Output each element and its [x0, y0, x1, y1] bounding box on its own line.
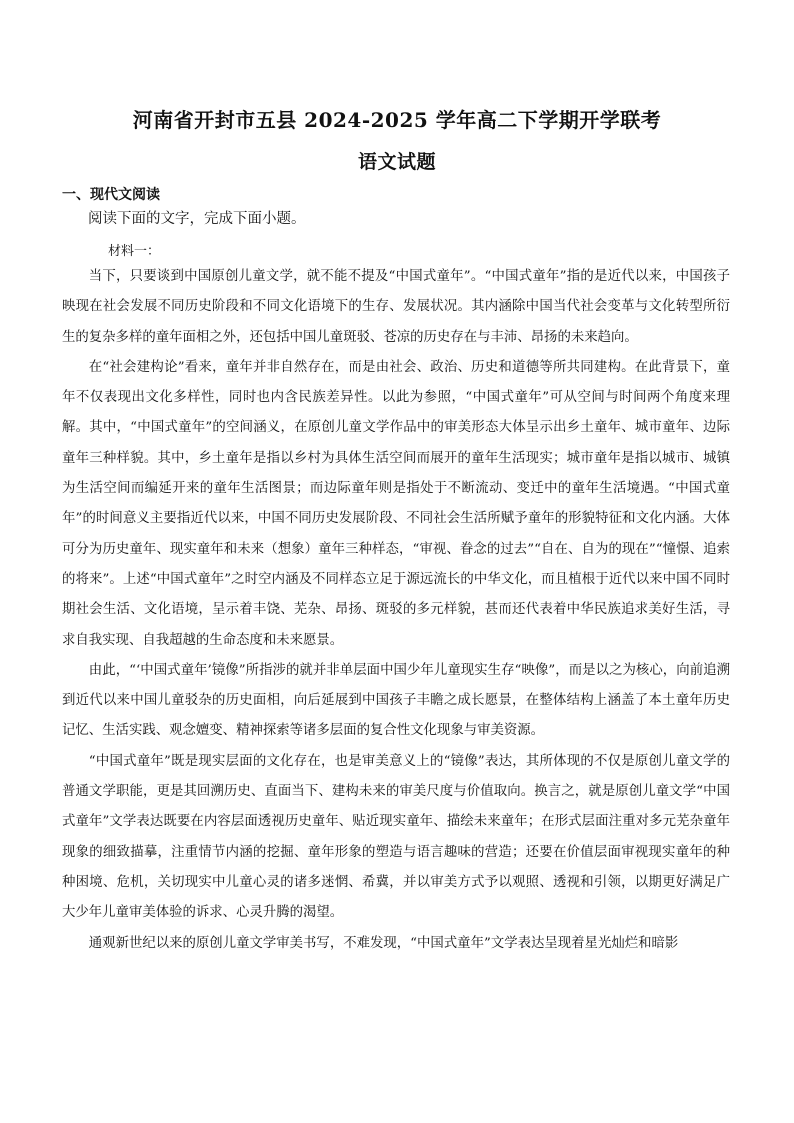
- paragraph: 由此，“‘中国式童年’镜像”所指涉的就并非单层面中国少年儿童现实生存“映像”，而是以之为核心，向前追溯到近代以来中国儿童驳杂的历史面相，向后延展到中国孩子丰瞻之成长愿景，在整体结构上涵盖了本土童年历史记忆、生活实践、观念嬗变、精神探索等诸多层面的复合性文化现象与审美资源。: [62, 662, 730, 739]
- document-title: 河南省开封市五县 2024-2025 学年高二下学期开学联考: [132, 108, 662, 132]
- material-label: 材料一：: [108, 244, 161, 259]
- document-subtitle: 语文试题: [357, 151, 436, 173]
- reading-instruction: 阅读下面的文字，完成下面小题。: [88, 211, 306, 227]
- article-body: [62, 262, 730, 959]
- paragraph: 在“社会建构论”看来，童年并非自然存在，而是由社会、政治、历史和道德等所共同建构。在此背景下，童年不仅表现出文化多样性，同时也内含民族差异性。以此为参照，“中国式童年”可从空间与时间两个角度来理解。其中，“中国式童年”的空间涵义，在原创儿童文学作品中的审美形态大体呈示出乡土童年、城市童年、边际童年三种样貌。其中，乡土童年是指以乡村为具体生活空间而展开的童年生活现实；城市童年是指以城市、城镇为生活空间而编延开来的童年生活图景；而边际童年则是指处于不断流动、变迁中的童年生活境遇。“中国式童年”的时间意义主要指近代以来，中国不同历史发展阶段、不同社会生活所赋予童年的形貌特征和文化内涵。大体可分为历史童年、现实童年和未来（想象）童年三种样态，“审视、眷念的过去”“自在、自为的现在”“憧憬、追索的将来”。上述“中国式童年”之时空内涵及不同样态立足于源远流长的中华文化，而且植根于近代以来中国不同时期社会生活、文化语境，呈示着丰饶、芜杂、昂扬、斑驳的多元样貌，甚而还代表着中华民族追求美好生活，寻求自我实现、自我超越的生命态度和未来愿景。: [62, 359, 730, 648]
- paragraph: 通观新世纪以来的原创儿童文学审美书写，不难发现，“中国式童年”文学表达呈现着星光灿烂和暗影: [88, 935, 679, 951]
- section-heading: 一、现代文阅读: [62, 187, 160, 203]
- paragraph: “中国式童年”既是现实层面的文化存在，也是审美意义上的“镜像”表达，其所体现的不仅是原创儿童文学的普通文学职能，更是其回溯历史、直面当下、建构未来的审美尺度与价值取向。换言之，就是原创儿童文学“中国式童年”文学表达既要在内容层面透视历史童年、贴近现实童年、描绘未来童年；在形式层面注重对多元芜杂童年现象的细致描摹，注重情节内涵的挖掘、童年形象的塑造与语言趣味的营造；还要在价值层面审视现实童年的种种困境、危机，关切现实中儿童心灵的诸多迷惘、希冀，并以审美方式予以观照、透视和引领，以期更好满足广大少年儿童审美体验的诉求、心灵升腾的渴望。: [62, 753, 730, 921]
- paragraph: 当下，只要谈到中国原创儿童文学，就不能不提及“中国式童年”。“中国式童年”指的是近代以来，中国孩子映现在社会发展不同历史阶段和不同文化语境下的生存、发展状况。其内涵除中国当代社会变革与文化转型所衍生的复杂多样的童年面相之外，还包括中国儿童斑驳、苍凉的历史存在与丰沛、昂扬的未来趋向。: [62, 269, 730, 345]
